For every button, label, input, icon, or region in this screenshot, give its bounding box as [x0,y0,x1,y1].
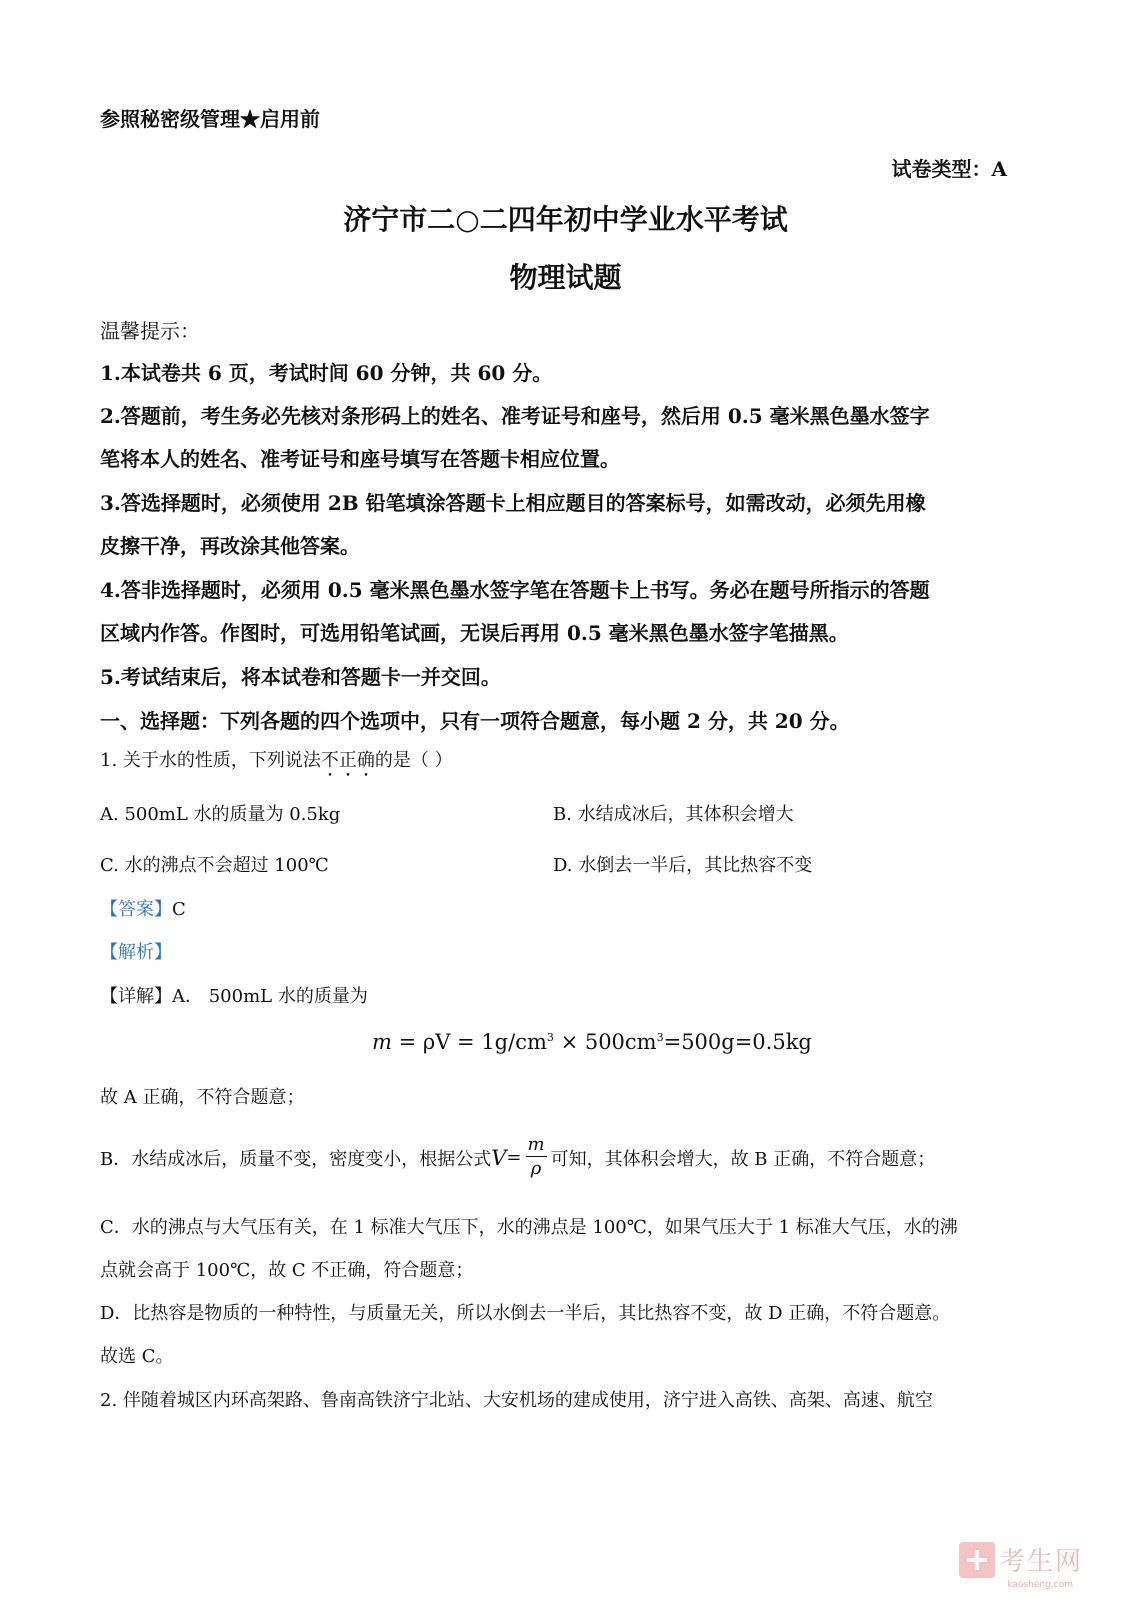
tips-label: 温馨提示： [100,319,200,343]
tip-4-line2: 区域内作答。作图时，可选用铅笔试画，无误后再用 0.5 毫米黑色墨水签字笔描黑。 [100,621,849,645]
detail-b-pre: B．水结成冰后，质量不变，密度变小，根据公式 [100,1148,492,1170]
detail-a-conclusion: 故 A 正确，不符合题意； [100,1087,305,1108]
formula-rest2: =500g=0.5kg [663,1030,812,1054]
q1-option-c: C. 水的沸点不会超过 100℃ [100,855,329,876]
section-heading: 一、选择题：下列各题的四个选项中，只有一项符合题意，每小题 2 分，共 20 分。 [100,709,850,733]
question-2-stem: 2. 伴随着城区内环高架路、鲁南高铁济宁北站、大安机场的建成使用，济宁进入高铁、高架、高速、航空 [100,1390,933,1411]
detail-a-text: A． 500mL 水的质量为 [172,986,368,1007]
tip-4-line1: 4.答非选择题时，必须用 0.5 毫米黑色墨水签字笔在答题卡上书写。务必在题号所指示的答题 [100,578,930,602]
detail-a-line [100,982,368,1008]
watermark-logo-icon [959,1542,995,1578]
formula-sup-1: 3 [546,1031,554,1044]
q1-option-d: D. 水倒去一半后，其比热容不变 [553,855,813,876]
answer-value: C [172,899,186,920]
formula-sup-2: 3 [656,1031,664,1044]
analysis-label: 【解析】 [100,942,172,963]
q1-option-a: A. 500mL 水的质量为 0.5kg [100,804,341,825]
paper-type: 试卷类型：A [891,157,1007,181]
question-1-stem [100,746,453,781]
q1-answer [100,895,186,921]
exam-subtitle: 物理试题 [509,261,622,294]
confidential-label: 参照秘密级管理★启用前 [100,107,320,131]
answer-label: 【答案】 [100,899,172,920]
detail-d-line: D．比热容是物质的一种特性，与质量无关，所以水倒去一半后，其比热容不变，故 D 正确，不符合题意。 [100,1303,951,1324]
tip-5: 5.考试结束后，将本试卷和答题卡一并交回。 [100,665,501,689]
detail-b-post: 可知，其体积会增大，故 B 正确，不符合题意； [550,1148,936,1170]
tip-3-line1: 3.答选择题时，必须使用 2B 铅笔填涂答题卡上相应题目的答案标号，如需改动，必须先用橡 [100,491,926,515]
exam-title: 济宁市二○二四年初中学业水平考试 [343,203,788,236]
formula-rest1: × 500cm [553,1030,657,1054]
density-formula [372,1030,812,1054]
tip-2-line1: 2.答题前，考生务必先核对条形码上的姓名、准考证号和座号，然后用 0.5 毫米黑色墨水签字 [100,404,930,428]
watermark [959,1541,1083,1578]
q1-stem-pre: 1. 关于水的性质，下列说法 [100,750,321,771]
detail-label: 【详解】 [100,986,172,1007]
formula-mid: = ρV = 1g/cm [391,1030,547,1054]
q1-conclusion: 故选 C。 [100,1346,174,1367]
density-fraction [526,1134,547,1181]
formula-lhs: m [372,1030,392,1054]
q1-stem-post: 的是（ ） [374,750,453,771]
detail-b-line [100,1134,935,1181]
tip-1: 1.本试卷共 6 页，考试时间 60 分钟，共 60 分。 [100,361,553,385]
detail-c-line1: C．水的沸点与大气压有关，在 1 标准大气压下，水的沸点是 100℃，如果气压大于 1 标准大气压，水的沸 [100,1217,958,1238]
watermark-url: kaosheng.com [1007,1580,1073,1590]
tip-3-line2: 皮擦干净，再改涂其他答案。 [100,534,360,558]
detail-c-line2: 点就会高于 100℃，故 C 不正确，符合题意； [100,1260,474,1281]
q1-stem-emphasis: 不正确 [320,750,375,771]
q1-option-b: B. 水结成冰后，其体积会增大 [553,804,794,825]
fraction-numerator: m [527,1134,545,1155]
formula-b-var: V [491,1145,507,1170]
tip-2-line2: 笔将本人的姓名、准考证号和座号填写在答题卡相应位置。 [100,447,620,471]
fraction-denominator: ρ [530,1158,542,1179]
formula-b-eq: = [506,1147,522,1168]
watermark-text: 考生网 [998,1547,1083,1577]
